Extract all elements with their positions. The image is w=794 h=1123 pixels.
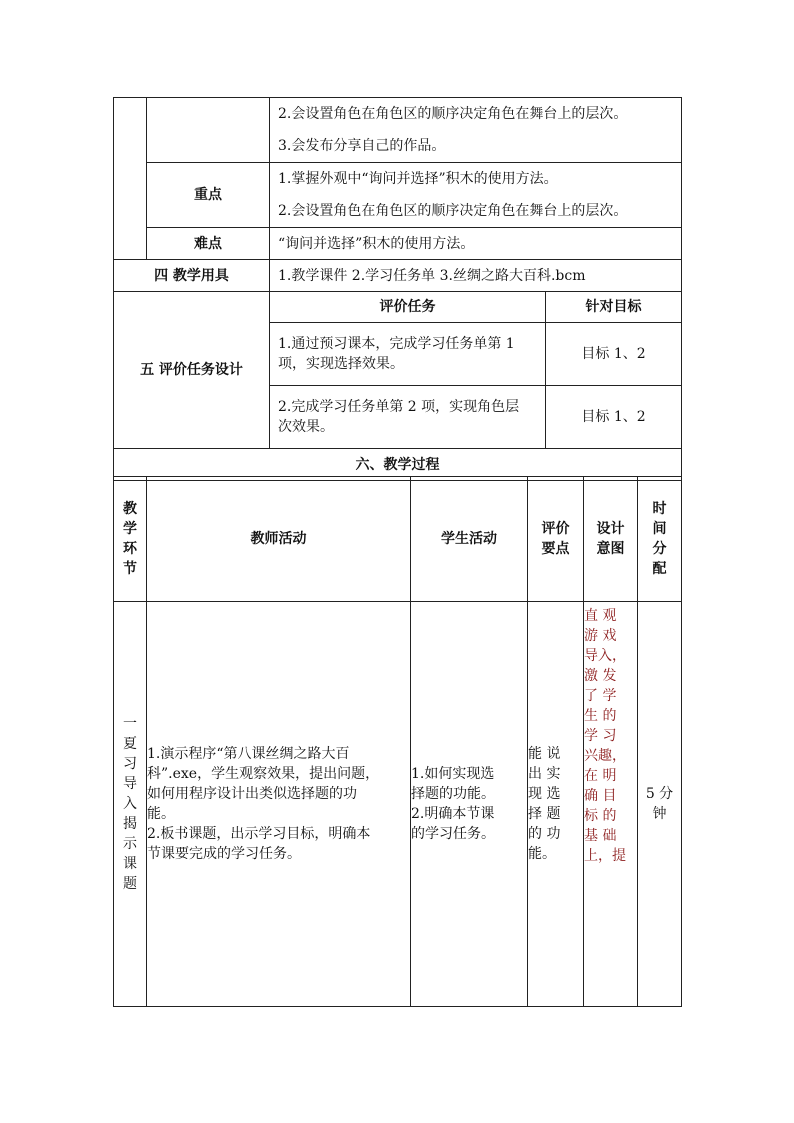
objectives-section-spacer bbox=[114, 98, 147, 260]
design-line: 导入， bbox=[584, 648, 626, 664]
header-line: 要点 bbox=[541, 541, 570, 557]
header-line: 设计 bbox=[596, 521, 625, 537]
lesson-plan-upper-table bbox=[113, 97, 682, 481]
key-points-label: 重点 bbox=[147, 163, 270, 228]
process-title: 六、教学过程 bbox=[114, 449, 682, 481]
evaluation-task-line: 项，实现选择效果。 bbox=[278, 356, 404, 372]
design-line: 激 发 bbox=[584, 668, 617, 684]
header-line: 评价 bbox=[541, 521, 570, 537]
stage-char: 夏 bbox=[123, 736, 137, 752]
header-char: 分 bbox=[652, 541, 667, 557]
objectives-tail-row bbox=[114, 98, 682, 163]
process-row bbox=[114, 602, 682, 1007]
stage-char: 示 bbox=[123, 836, 137, 852]
header-char: 配 bbox=[652, 561, 667, 577]
header-line: 意图 bbox=[596, 541, 625, 557]
evaluation-header-row bbox=[114, 292, 682, 323]
stage-char: 入 bbox=[123, 796, 137, 812]
student-activity-line: 的学习任务。 bbox=[411, 826, 495, 842]
student-activity-line: 2.明确本节课 bbox=[411, 806, 495, 822]
key-point-line: 2.会设置角色在角色区的顺序决定角色在舞台上的层次。 bbox=[278, 203, 628, 219]
evaluation-target-cell: 目标 1、2 bbox=[546, 386, 682, 449]
stage-char: 导 bbox=[123, 776, 137, 792]
design-line: 学 习 bbox=[584, 728, 617, 744]
tools-row bbox=[114, 260, 682, 292]
evaluation-target-cell: 目标 1、2 bbox=[546, 323, 682, 386]
eval-line: 能 说 bbox=[528, 746, 561, 762]
teacher-activity-line: 节课要完成的学习任务。 bbox=[147, 846, 301, 862]
teacher-activity-line: 科”.exe，学生观察效果，提出问题， bbox=[147, 766, 380, 782]
eval-line: 现 选 bbox=[528, 786, 561, 802]
eval-line: 择 题 bbox=[528, 806, 561, 822]
teacher-activity-header: 教师活动 bbox=[147, 477, 411, 602]
stage-char: 课 bbox=[123, 856, 137, 872]
eval-points-cell bbox=[528, 602, 584, 1007]
design-line: 上，提 bbox=[584, 848, 626, 864]
difficulties-text: “询问并选择”积木的使用方法。 bbox=[270, 228, 682, 260]
objective-line: 2.会设置角色在角色区的顺序决定角色在舞台上的层次。 bbox=[278, 106, 628, 122]
evaluation-task-line: 2.完成学习任务单第 2 项，实现角色层 bbox=[278, 399, 520, 415]
teacher-activity-cell bbox=[147, 602, 411, 1007]
stage-char: 揭 bbox=[123, 816, 137, 832]
teacher-activity-line: 1.演示程序“第八课丝绸之路大百 bbox=[147, 746, 350, 762]
teacher-activity-line: 如何用程序设计出类似选择题的功 bbox=[147, 786, 357, 802]
eval-points-header bbox=[528, 477, 584, 602]
evaluation-task-line: 次效果。 bbox=[278, 419, 334, 435]
objectives-tail-cell bbox=[270, 98, 682, 163]
eval-line: 的 功 bbox=[528, 826, 561, 842]
evaluation-task-line: 1.通过预习课本，完成学习任务单第 1 bbox=[278, 336, 515, 352]
design-line: 生 的 bbox=[584, 708, 617, 724]
evaluation-task-cell bbox=[270, 323, 546, 386]
time-line: 钟 bbox=[652, 806, 667, 822]
design-intent-header bbox=[584, 477, 638, 602]
difficulties-row bbox=[114, 228, 682, 260]
stage-cell bbox=[114, 602, 147, 1007]
tools-text: 1.教学课件 2.学习任务单 3.丝绸之路大百科.bcm bbox=[270, 260, 682, 292]
eval-line: 能。 bbox=[528, 846, 556, 862]
design-line: 游 戏 bbox=[584, 628, 617, 644]
design-line: 基 础 bbox=[584, 828, 617, 844]
header-char: 节 bbox=[123, 561, 137, 577]
design-line: 确 目 bbox=[584, 788, 617, 804]
tools-label: 四 教学用具 bbox=[114, 260, 270, 292]
stage-char: 习 bbox=[123, 756, 137, 772]
evaluation-task-cell bbox=[270, 386, 546, 449]
objectives-label-cell bbox=[147, 98, 270, 163]
header-char: 间 bbox=[652, 521, 667, 537]
teacher-activity-line: 能。 bbox=[147, 806, 175, 822]
time-header bbox=[638, 477, 682, 602]
stage-header bbox=[114, 477, 147, 602]
header-char: 时 bbox=[652, 501, 667, 517]
stage-char: 一 bbox=[123, 716, 137, 732]
key-point-line: 1.掌握外观中“询问并选择”积木的使用方法。 bbox=[278, 171, 558, 187]
teaching-process-table bbox=[113, 476, 682, 1007]
evaluation-task-header: 评价任务 bbox=[270, 292, 546, 323]
key-points-cell bbox=[270, 163, 682, 228]
eval-line: 出 实 bbox=[528, 766, 561, 782]
stage-char: 题 bbox=[123, 876, 137, 892]
design-intent-cell bbox=[584, 602, 638, 1007]
design-line: 直 观 bbox=[584, 608, 617, 624]
time-cell bbox=[638, 602, 682, 1007]
design-line: 了 学 bbox=[584, 688, 617, 704]
design-line: 兴趣， bbox=[584, 748, 626, 764]
objective-line: 3.会发布分享自己的作品。 bbox=[278, 138, 446, 154]
time-line: 5 分 bbox=[645, 786, 674, 802]
header-char: 教 bbox=[123, 501, 137, 517]
design-line: 在 明 bbox=[584, 768, 617, 784]
student-activity-line: 1.如何实现选 bbox=[411, 766, 495, 782]
student-activity-header: 学生活动 bbox=[411, 477, 528, 602]
evaluation-target-header: 针对目标 bbox=[546, 292, 682, 323]
evaluation-label: 五 评价任务设计 bbox=[114, 292, 270, 449]
difficulties-label: 难点 bbox=[147, 228, 270, 260]
header-char: 学 bbox=[123, 521, 137, 537]
design-line: 标 的 bbox=[584, 808, 617, 824]
header-char: 环 bbox=[123, 541, 137, 557]
student-activity-cell bbox=[411, 602, 528, 1007]
key-points-row bbox=[114, 163, 682, 228]
student-activity-line: 择题的功能。 bbox=[411, 786, 495, 802]
process-header-row bbox=[114, 477, 682, 602]
teacher-activity-line: 2.板书课题，出示学习目标，明确本 bbox=[147, 826, 371, 842]
